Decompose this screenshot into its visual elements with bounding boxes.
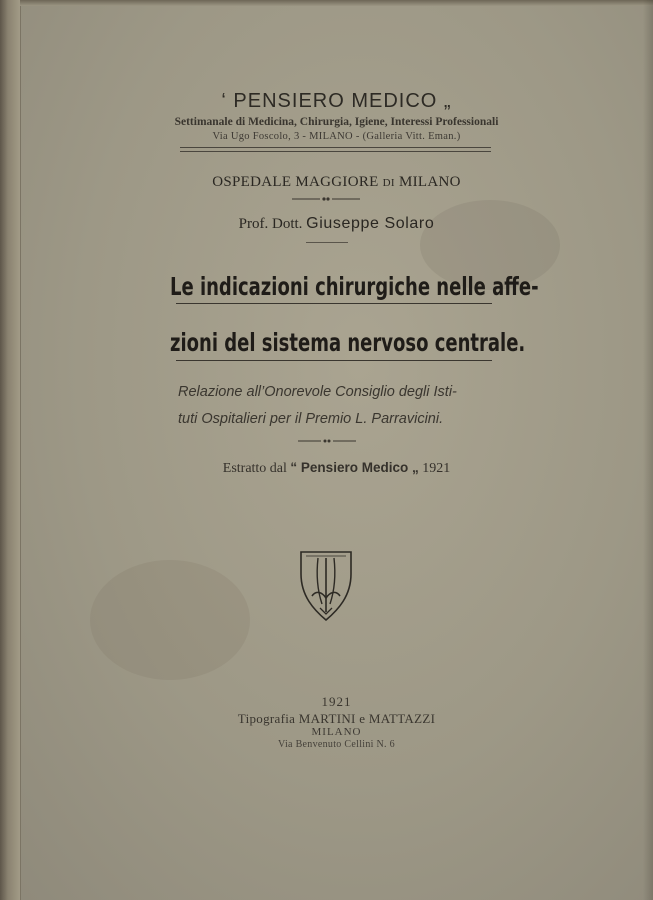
estratto-journal: “ Pensiero Medico „	[290, 460, 419, 475]
imprint-city: MILANO	[311, 726, 362, 738]
double-rule-divider	[180, 147, 491, 152]
page-content	[20, 0, 653, 900]
imprint-address: Via Benvenuto Cellini N. 6	[278, 739, 395, 750]
author-name: Giuseppe Solaro	[306, 215, 435, 232]
hospital-name-part: OSPEDALE MAGGIORE	[212, 174, 379, 190]
hospital-name-city: MILANO	[398, 174, 461, 190]
book-spine	[0, 0, 21, 900]
journal-subtitle: Settimanale di Medicina, Chirurgia, Igiene, Interessi Professionali	[174, 116, 499, 128]
main-title-line-1: Le indicazioni chirurgiche nelle affe-	[170, 272, 539, 301]
title-underline	[176, 360, 492, 361]
estratto-line	[20, 460, 653, 477]
printer-emblem-icon	[298, 548, 354, 622]
estratto-prefix: Estratto dal	[222, 461, 287, 476]
imprint-printer: Tipografia MARTINI e MATTAZZI	[237, 711, 436, 726]
author-line	[20, 215, 653, 233]
hospital-name-connector: DI	[382, 177, 395, 189]
relazione-line-1: Relazione all’Onorevole Consiglio degli Isti-	[178, 384, 457, 400]
author-prefix: Prof. Dott.	[238, 216, 303, 232]
main-title-line-2: zioni del sistema nervoso centrale.	[170, 328, 526, 357]
estratto-year: 1921	[422, 461, 451, 476]
ornament-divider-icon	[290, 194, 362, 204]
title-underline	[176, 303, 492, 304]
ornament-divider-icon	[296, 436, 358, 446]
journal-address: Via Ugo Foscolo, 3 - MILANO - (Galleria Vitt. Eman.)	[212, 131, 461, 142]
imprint-year: 1921	[321, 694, 352, 709]
relazione-line-2: tuti Ospitalieri per il Premio L. Parravicini.	[178, 411, 444, 427]
hospital-name	[20, 174, 653, 191]
journal-title: ‘ PENSIERO MEDICO „	[221, 90, 452, 112]
author-rule	[306, 242, 348, 243]
